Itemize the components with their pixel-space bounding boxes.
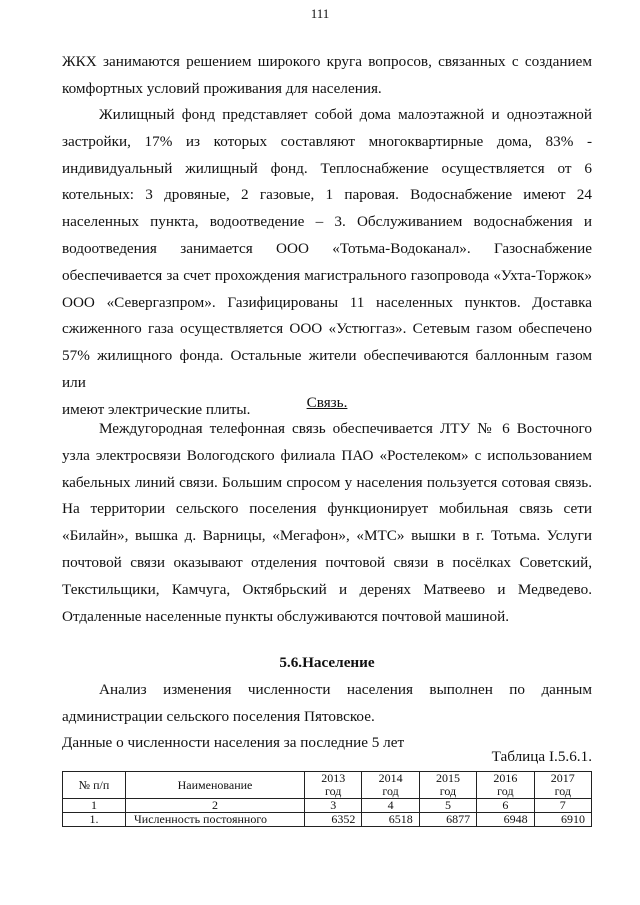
- header-num: № п/п: [63, 772, 126, 799]
- text-line: кабельных линий связи. Большим спросом у населения пользуется сотовая связь.: [62, 473, 592, 491]
- page-number: 111: [310, 6, 330, 21]
- text-line: почтовой связи оказывают отделения почтовой связи в посёлках Советский,: [62, 553, 592, 571]
- header-year: 2017 год: [534, 772, 591, 799]
- table-header-row: [63, 772, 592, 799]
- table-cell: 6352: [305, 813, 362, 827]
- text-line: узла электросвязи Вологодского филиала ПАО «Ростелеком» с использованием: [62, 446, 592, 464]
- text-line: 57% жилищного фонда. Остальные жители обеспечиваются баллонным газом или: [62, 347, 592, 391]
- table-row: [63, 813, 592, 827]
- text-line: ЖКХ занимаются решением широкого круга вопросов, связанных с созданием: [62, 53, 592, 70]
- text-line: Жилищный фонд представляет собой дома малоэтажной и одноэтажной: [99, 106, 592, 123]
- header-year: 2016 год: [477, 772, 534, 799]
- text-line: населенных пункта, водоотведение – 3. Обслуживанием водоснабжения и: [62, 213, 592, 231]
- paragraph-zhkh: [62, 49, 592, 103]
- text-line: индивидуальный жилищный фонд. Теплоснабжение осуществляется от 6: [62, 159, 592, 177]
- table-cell: 2: [126, 799, 305, 813]
- text-line: сжиженного газа осуществляется ООО «Устюггаз». Сетевым газом обеспечено: [62, 320, 592, 338]
- text-line: Текстильщики, Камчуга, Октябрьский и деренях Матвеево и Медведево.: [62, 580, 592, 598]
- table-cell: Численность постоянного: [126, 813, 305, 827]
- paragraph-housing: [62, 102, 592, 424]
- table-cell: 3: [305, 799, 362, 813]
- text-line: имеют электрические плиты.: [62, 400, 251, 418]
- header-year: 2013 год: [305, 772, 362, 799]
- header-year: 2015 год: [419, 772, 476, 799]
- population-table: [62, 771, 592, 827]
- text-line: Отдаленные населенные пункты обслуживаются почтовой машиной.: [62, 607, 509, 625]
- text-line: Анализ изменения численности населения выполнен по данным: [99, 681, 592, 698]
- paragraph-analysis: [62, 677, 592, 731]
- table-cell: 6518: [362, 813, 419, 827]
- text-line: комфортных условий проживания для населения.: [62, 79, 382, 97]
- table-cell: 4: [362, 799, 419, 813]
- section-heading: 5.6.Население: [279, 654, 375, 671]
- heading-svyaz-text: Связь.: [306, 394, 348, 411]
- text-line: ООО «Севергазпром». Газифицированы 11 населенных пунктов. Доставка: [62, 293, 592, 311]
- table-cell: 1: [63, 799, 126, 813]
- table-cell: 5: [419, 799, 476, 813]
- text-line: «Билайн», вышка д. Варницы, «Мегафон», «МТС» вышки в г. Тотьма. Услуги: [62, 527, 592, 545]
- table-cell: 6877: [419, 813, 476, 827]
- text-line: котельных: 3 дровяные, 2 газовые, 1 паровая. Водоснабжение имеют 24: [62, 186, 592, 204]
- text-line: водоотведения занимается ООО «Тотьма-Водоканал». Газоснабжение: [62, 239, 592, 257]
- text-line: администрации сельского поселения Пятовское.: [62, 707, 375, 725]
- table-intro: Данные о численности населения за последние 5 лет: [62, 734, 405, 751]
- table-index-row: [63, 799, 592, 813]
- paragraph-communication: [62, 416, 592, 630]
- text-line: застройки, 17% из которых составляют многоквартирные дома, 83% -: [62, 132, 592, 150]
- table-cell: 6910: [534, 813, 591, 827]
- table-cell: 6: [477, 799, 534, 813]
- text-line: Междугородная телефонная связь обеспечивается ЛТУ № 6 Восточного: [99, 420, 592, 437]
- header-year: 2014 год: [362, 772, 419, 799]
- table-cell: 1.: [63, 813, 126, 827]
- text-line: обеспечивается за счет прохождения магистрального газопровода «Ухта-Торжок»: [62, 266, 592, 284]
- heading-svyaz: [62, 390, 592, 417]
- table-cell: 7: [534, 799, 591, 813]
- header-name: Наименование: [126, 772, 305, 799]
- text-line: На территории сельского поселения функционирует мобильная связь сети: [62, 500, 592, 518]
- table-caption: Таблица I.5.6.1.: [491, 748, 592, 765]
- table-cell: 6948: [477, 813, 534, 827]
